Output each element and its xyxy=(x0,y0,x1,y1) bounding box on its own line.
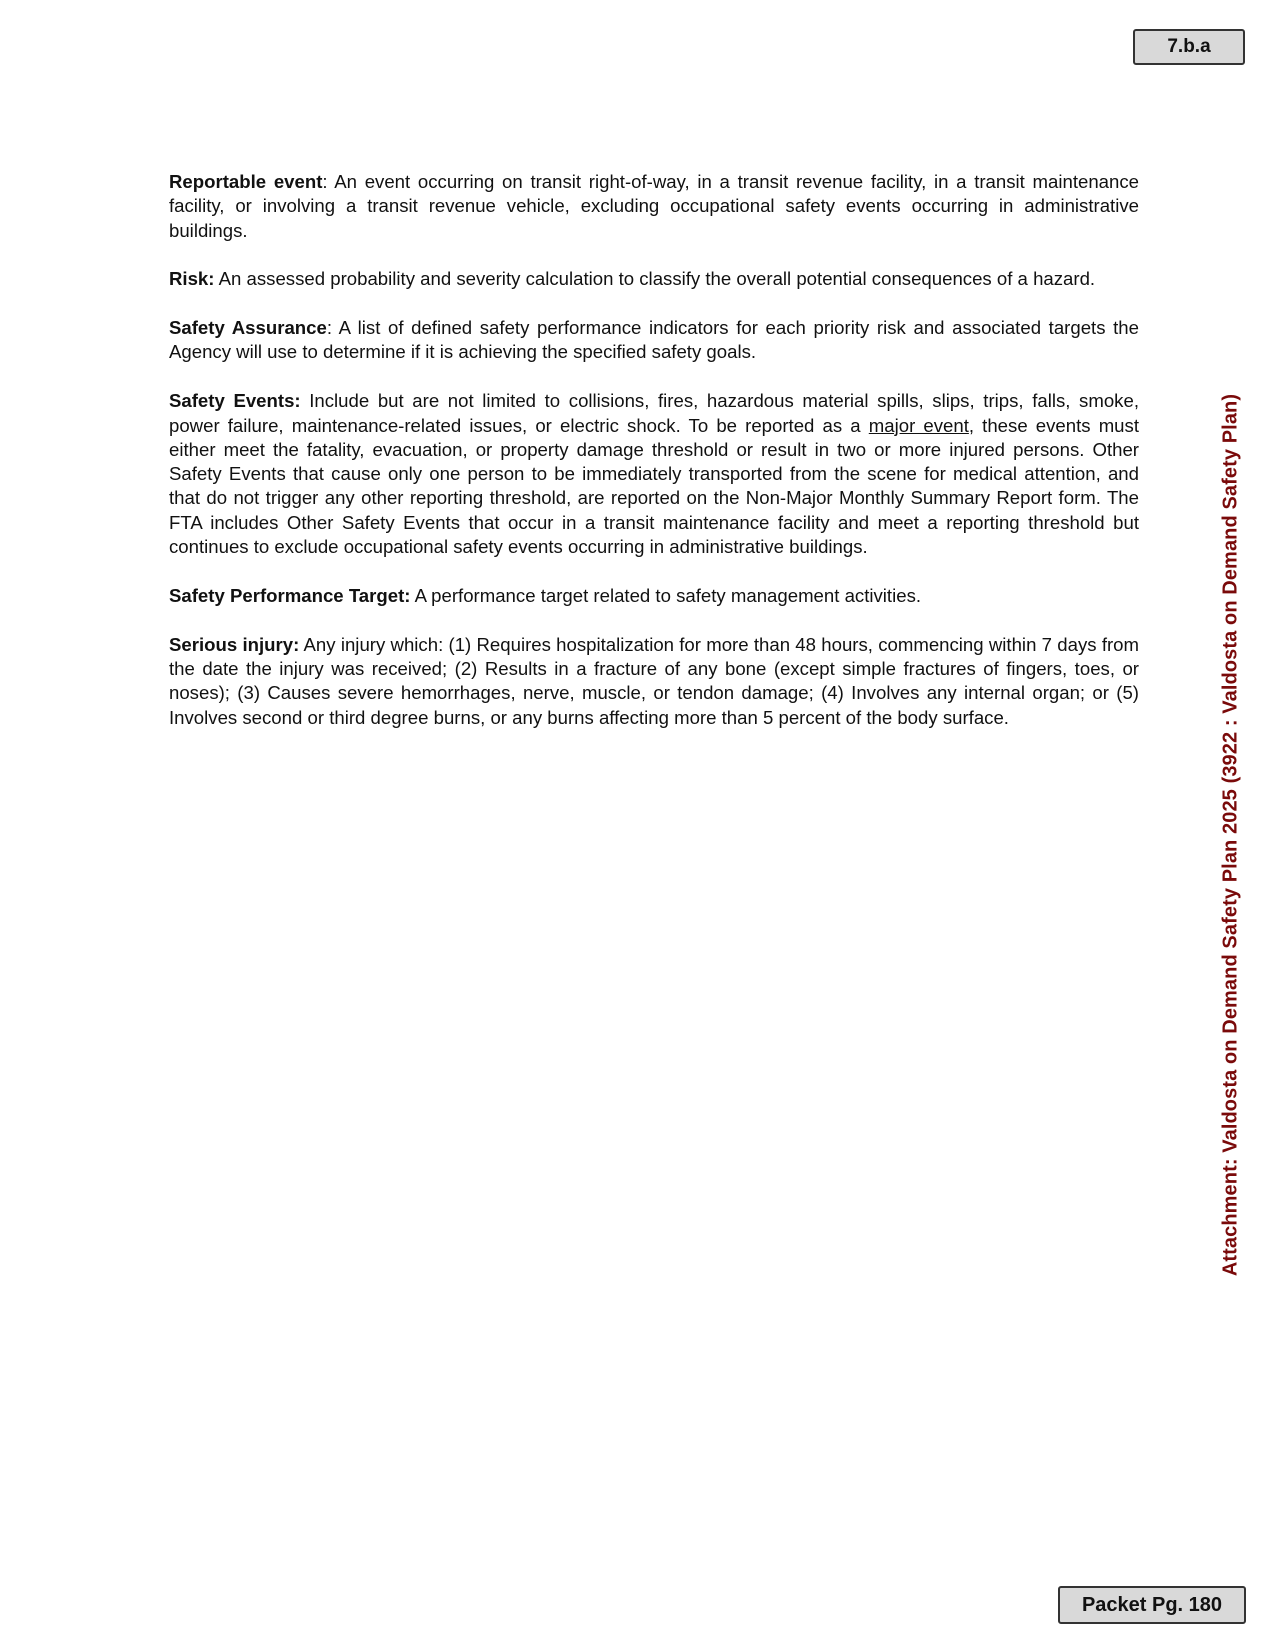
side-attachment-label: Attachment: Valdosta on Demand Safety Plan 2025 (3922 : Valdosta on Demand Safety Plan) xyxy=(1219,393,1242,1277)
definition-text-continued: , these events must either meet the fatality, evacuation, or property damage threshold or result in two or more injured persons. Other Safety Events that cause only one person to be immediately transported from the scene for medical attention, and that do not trigger any other reporting threshold, are reported on the Non-Major Monthly Summary Report form. The FTA includes Other Safety Events that occur in a transit maintenance facility and meet a reporting threshold but continues to exclude occupational safety events occurring in administrative buildings. xyxy=(169,414,1139,558)
attachment-tag-badge: 7.b.a xyxy=(1133,29,1245,65)
definitions-section xyxy=(169,170,1139,754)
definition-term: Safety Events: xyxy=(169,390,301,412)
definition-safety-assurance xyxy=(169,316,1139,365)
major-event-underlined-term: major event xyxy=(868,414,969,436)
definition-term-separator: : xyxy=(326,317,333,339)
definition-text: An event occurring on transit right-of-way, in a transit revenue facility, in a transit maintenance facility, or involving a transit revenue vehicle, excluding occupational safety events occurring in administrative buildings. xyxy=(169,171,1139,241)
definition-term: Serious injury: xyxy=(169,633,300,655)
definition-term: Reportable event xyxy=(169,171,323,192)
definition-term-separator: : xyxy=(322,171,328,192)
definition-safety-performance-target xyxy=(169,584,1139,608)
packet-page-number-badge: Packet Pg. 180 xyxy=(1058,1586,1246,1624)
definition-serious-injury xyxy=(169,633,1139,730)
definition-text: A list of defined safety performance indicators for each priority risk and associated targets the Agency will use to determine if it is achieving the specified safety goals. xyxy=(169,317,1139,363)
side-attachment-label-container xyxy=(1213,370,1249,1300)
definition-risk xyxy=(169,267,1139,291)
definition-text: An assessed probability and severity calculation to classify the overall potential consequences of a hazard. xyxy=(214,268,1096,290)
definition-text: Include but are not limited to collisions, fires, hazardous material spills, slips, trips, falls, smoke, power failure, maintenance-related issues, or electric shock. To be reported as a xyxy=(169,390,1139,436)
definition-safety-events xyxy=(169,389,1139,559)
definition-term: Safety Assurance xyxy=(169,317,327,339)
definition-term: Safety Performance Target: xyxy=(169,584,411,606)
definition-text: Any injury which: (1) Requires hospitalization for more than 48 hours, commencing within 7 days from the date the injury was received; (2) Results in a fracture of any bone (except simple fractures of fingers, toes, or noses); (3) Causes severe hemorrhages, nerve, muscle, or tendon damage; (4) Involves any internal organ; or (5) Involves second or third degree burns, or any burns affecting more than 5 percent of the body surface. xyxy=(169,633,1140,728)
definition-text: A performance target related to safety management activities. xyxy=(410,584,922,606)
definition-reportable-event xyxy=(169,170,1139,243)
definition-term: Risk: xyxy=(169,268,215,290)
